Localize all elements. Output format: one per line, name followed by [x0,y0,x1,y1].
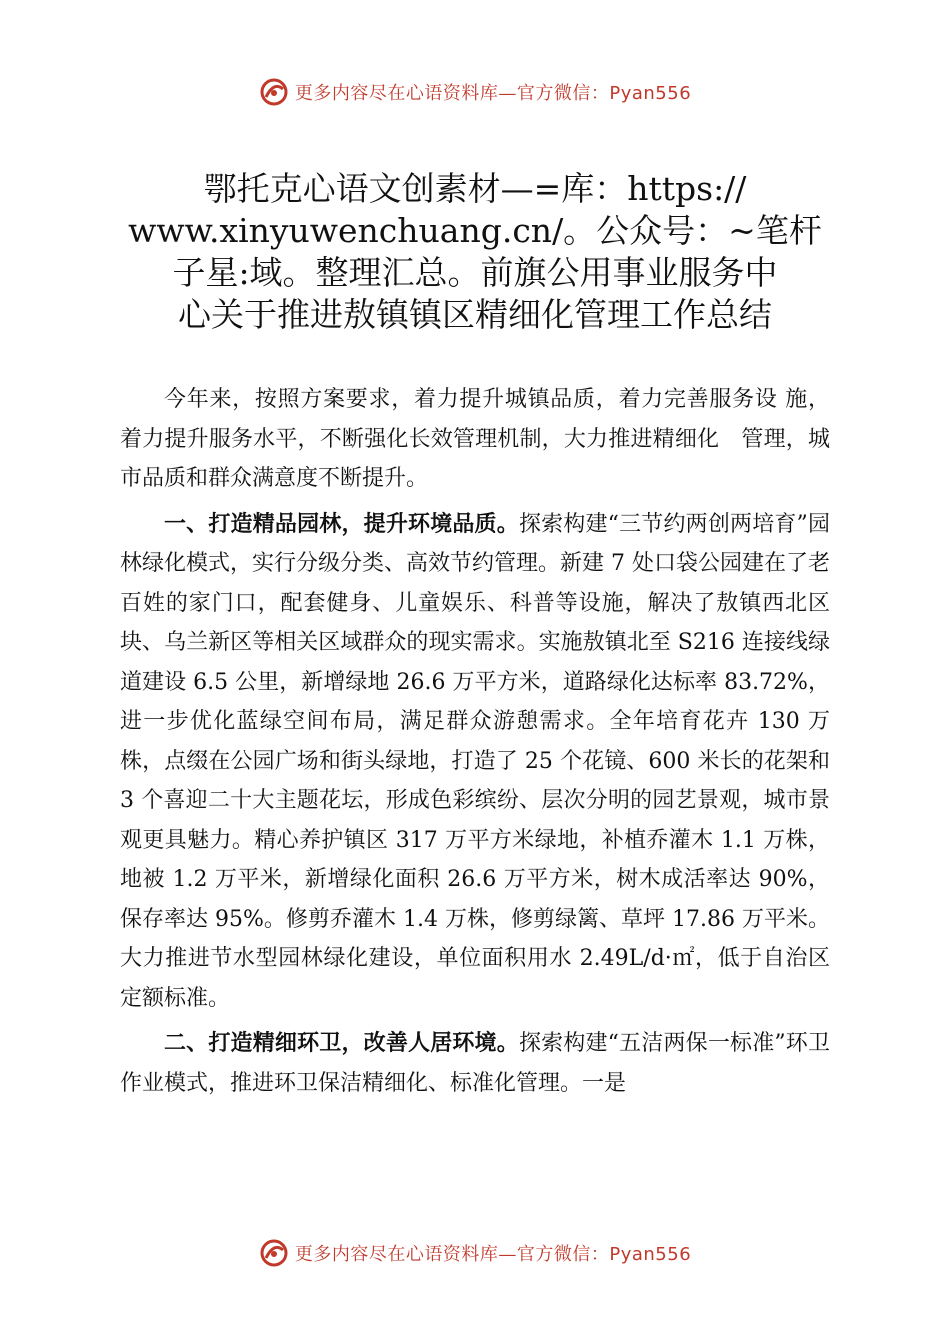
title-line: 子星:域。整理汇总。前旗公用事业服务中 [172,253,778,292]
wechat-id: Pyan556 [609,83,692,104]
title-line: 鄂托克心语文创素材—=库：https:// [203,169,747,208]
title-line: www.xinyuwenchuang.cn/。公众号：~笔杆 [128,211,822,250]
wechat-id: Pyan556 [609,1244,692,1265]
section-heading: 一、打造精品园林，提升环境品质。 [164,511,519,537]
banner-text: 更多内容尽在心语资料库—官方微信：Pyan556 [294,1244,692,1265]
section-paragraph-landscape [120,505,830,1019]
section-text: 探索构建“三节约两创两培育”园林绿化模式，实行分级分类、高效节约管理。新建 7 处口袋公园建在了老百姓的家门口，配套健身、儿童娱乐、科普等设施，解决了敖镇西北区块、乌兰新区等相关区域群众的现实需求。实施敖镇北至 S216 连接线绿道建设 6.5 公里，新增绿地 26.6 万平方米，道路绿化达标率 83.72%，进一步优化蓝绿空间布局，满足群众游憩需求。全年培育花卉 130 万株，点缀在公园广场和街头绿地，打造了 25 个花镜、600 米长的花架和 3 个喜迎二十大主题花坛，形成色彩缤纷、层次分明的园艺景观，城市景观更具魅力。精心养护镇区 317 万平方米绿地，补植乔灌木 1.1 万株，地被 1.2 万平米，新增绿化面积 26.6 万平方米，树木成活率达 90%，保存率达 95%。修剪乔灌木 1.4 万株，修剪绿篱、草坪 17.86 万平米。大力推进节水型园林绿化建设，单位面积用水 2.49L/d·㎡，低于自治区定额标准。 [120,511,830,1011]
section-heading: 二、打造精细环卫，改善人居环境。 [164,1031,519,1056]
document-title [110,168,840,336]
section-paragraph-sanitation [120,1024,830,1103]
footer-banner [0,1233,950,1273]
section-text: 探索构建“五洁两保一标准”环卫作业模式，推进环卫保洁精细化、标准化管理。一是 [120,1031,830,1096]
document-body [120,380,830,1109]
seal-logo-icon [259,1238,289,1268]
title-line: 心关于推进敖镇镇区精细化管理工作总结 [178,295,772,334]
banner-text: 更多内容尽在心语资料库—官方微信：Pyan556 [294,83,692,104]
intro-paragraph: 今年来，按照方案要求，着力提升城镇品质，着力完善服务设 施，着力提升服务水平，不断强化长效管理机制，大力推进精细化 管理，城市品质和群众满意度不断提升。 [120,387,830,491]
header-banner [0,72,950,112]
seal-logo-icon [259,77,289,107]
